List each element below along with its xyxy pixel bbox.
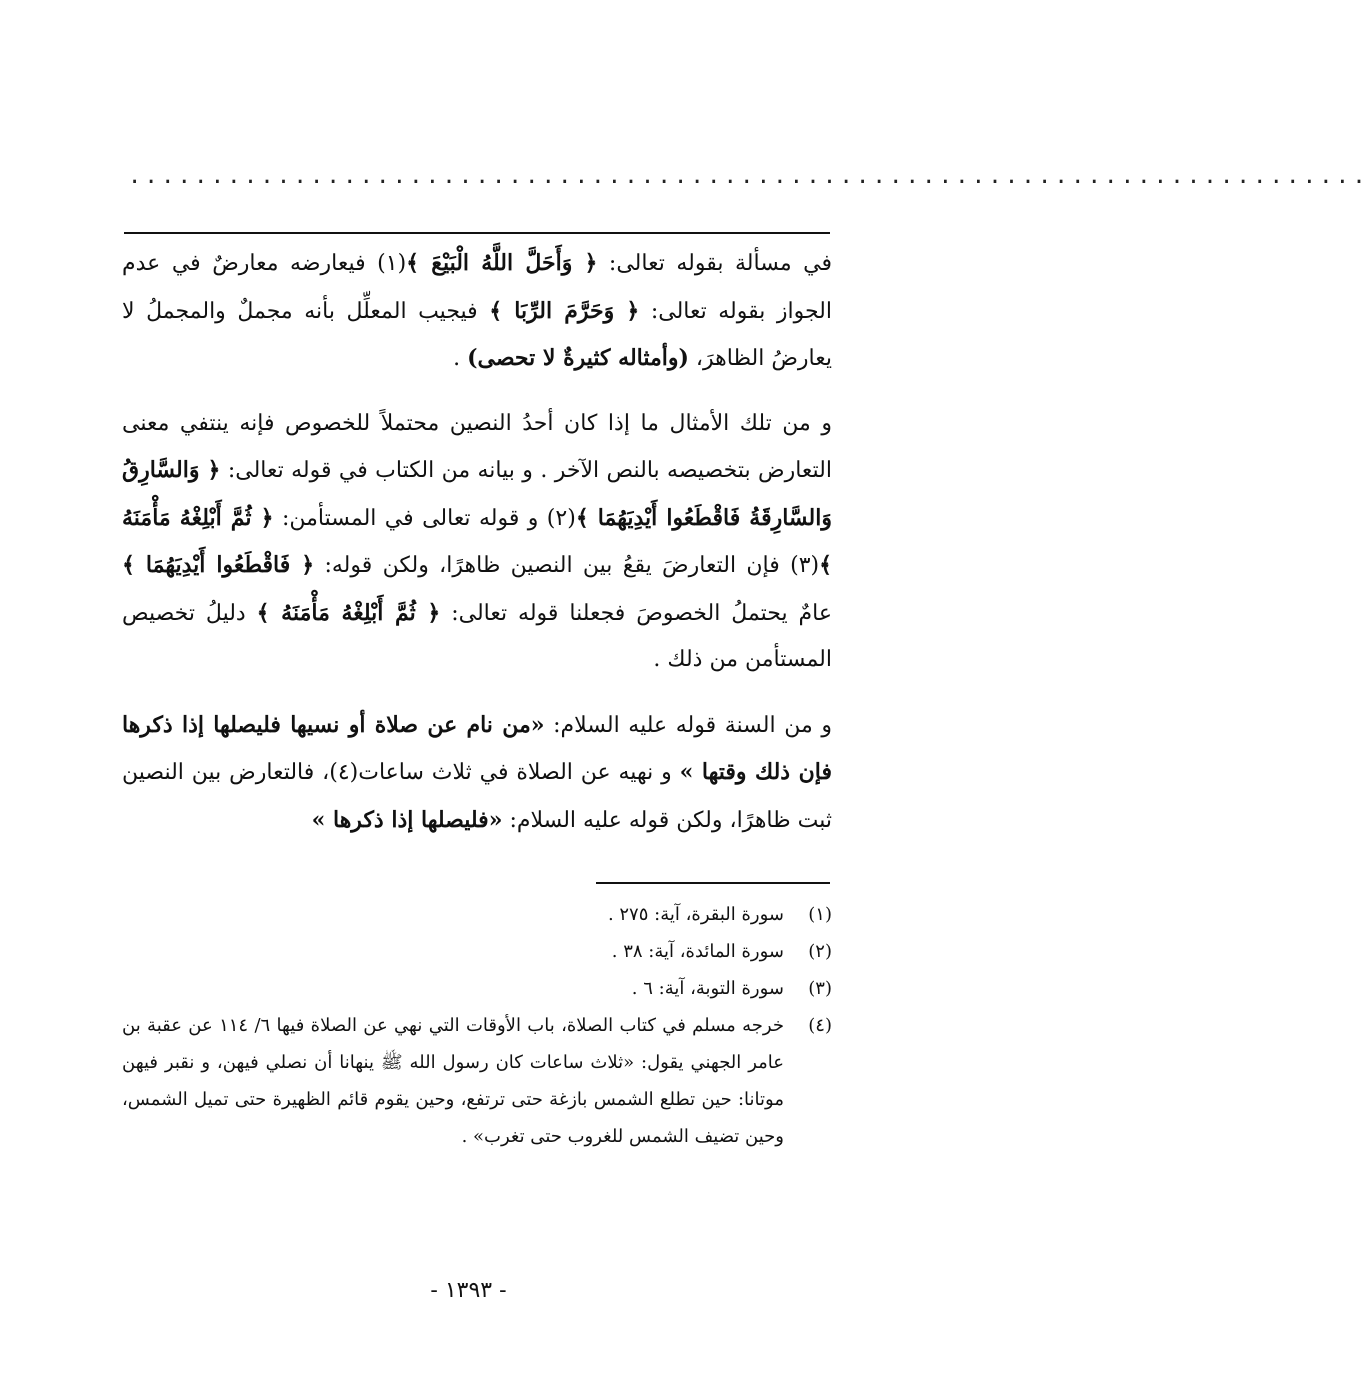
top-rule xyxy=(124,232,830,234)
text-run: فيجيب المعلِّل بأنه مجملٌ والمجملُ لا يعارضُ الظاهرَ، xyxy=(122,298,832,371)
quran-quote: ﴿ وَالسَّارِقُ وَالسَّارِقَةُ فَاقْطَعُوا أَيْدِيَهُمَا ﴾ xyxy=(122,457,832,531)
footnote-number: (٤) xyxy=(808,1015,832,1036)
footnote xyxy=(122,1007,832,1155)
footnote-number: (١) xyxy=(808,904,832,925)
text-run: (٢) و قوله تعالى في المستأمن: xyxy=(273,505,576,531)
hadith-quote: «فليصلها إذا ذكرها » xyxy=(311,806,503,833)
bold-phrase: (وأمثاله كثيرةٌ لا تحصى) xyxy=(467,345,689,371)
footnote-text: خرجه مسلم في كتاب الصلاة، باب الأوقات التي نهي عن الصلاة فيها ٦/ ١١٤ عن عقبة بن عامر الجهني يقول: «ثلاث ساعات كان رسول الله ﷺ ينهانا أن نصلي فيهن، و نقبر فيهن موتانا: حين تطلع الشمس بازغة حتى ترتفع، وحين يقوم قائم الظهيرة حتى تميل الشمس، وحين تضيف الشمس للغروب حتى تغرب» . xyxy=(122,1015,784,1147)
page-number: - ١٣٩٣ - xyxy=(430,1278,507,1303)
footnote-rule xyxy=(596,882,830,884)
text-run: . xyxy=(453,346,468,371)
text-run: و نهيه عن الصلاة في ثلاث ساعات(٤)، فالتعارض بين النصين ثبت ظاهرًا، ولكن قوله عليه السلام: xyxy=(122,760,832,833)
quran-quote: ﴿ ثُمَّ أَبْلِغْهُ مَأْمَنَهُ ﴾ xyxy=(256,599,441,626)
separator-dots: ........................................................................... xyxy=(128,164,1369,189)
text-run: و من تلك الأمثال ما إذا كان أحدُ النصين محتملاً للخصوص فإنه ينتفي معنى التعارض بتخصيصه بالنص الآخر . و بيانه من الكتاب في قوله تعالى: xyxy=(122,410,832,483)
footnote xyxy=(122,970,832,1007)
hadith-quote: «من نام عن صلاة أو نسيها فليصلها إذا ذكرها فإن ذلك وقتها » xyxy=(122,711,832,785)
footnote-text: سورة المائدة، آية: ٣٨ . xyxy=(611,941,784,962)
text-run: دليلُ تخصيص المستأمن من ذلك . xyxy=(122,600,832,672)
text-run: عامٌ يحتملُ الخصوصَ فجعلنا قوله تعالى: xyxy=(440,600,832,626)
footnote xyxy=(122,896,832,933)
text-run: و من السنة قوله عليه السلام: xyxy=(544,712,832,738)
footnote-number: (٣) xyxy=(808,978,832,999)
footnote xyxy=(122,933,832,970)
main-text xyxy=(122,240,832,844)
text-run: في مسألة بقوله تعالى: xyxy=(597,251,832,276)
text-run: (٣) فإن التعارضَ يقعُ بين النصين ظاهرًا، ولكن قوله: xyxy=(314,553,820,578)
quran-quote: ﴿ ثُمَّ أَبْلِغْهُ مَأْمَنَهُ ﴾ xyxy=(122,504,832,578)
paragraph-2 xyxy=(122,401,832,684)
text-run: (١) فيعارضه معارضٌ في عدم الجواز بقوله تعالى: xyxy=(122,251,832,324)
footnote-text: سورة البقرة، آية: ٢٧٥ . xyxy=(607,904,784,925)
footnotes xyxy=(122,896,832,1155)
quran-quote: ﴿ وَحَرَّمَ الرِّبَا ﴾ xyxy=(489,297,640,324)
footnote-text: سورة التوبة، آية: ٦ . xyxy=(631,978,784,999)
footnote-number: (٢) xyxy=(808,941,832,962)
paragraph-3 xyxy=(122,702,832,845)
quran-quote: ﴿ فَاقْطَعُوا أَيْدِيَهُمَا ﴾ xyxy=(122,552,315,578)
quran-quote: ﴿ وَأَحَلَّ اللَّهُ الْبَيْعَ ﴾ xyxy=(406,250,598,276)
paragraph-1 xyxy=(122,240,832,383)
